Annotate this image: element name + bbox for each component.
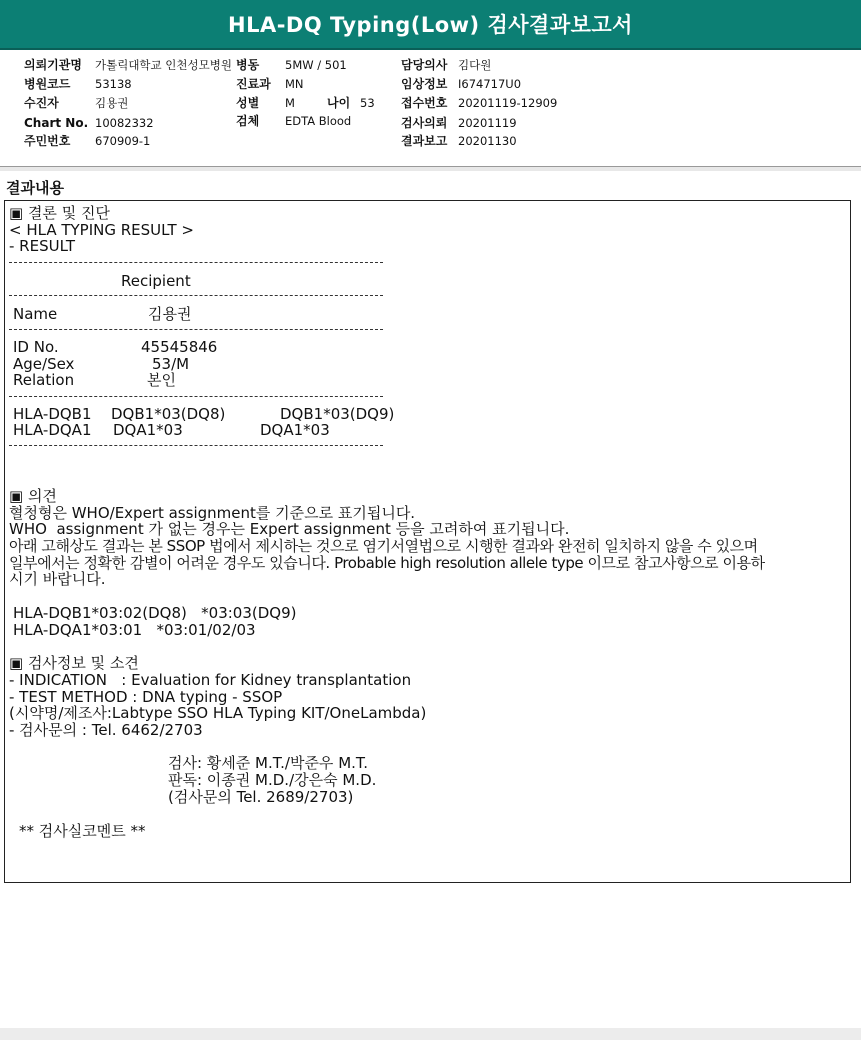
- ward-value: 5MW / 501: [285, 58, 347, 72]
- specimen-label: 검체: [236, 114, 260, 128]
- separator-band: [0, 167, 861, 171]
- divider: [9, 445, 383, 446]
- footer-band: [0, 1028, 861, 1040]
- divider: [9, 329, 383, 330]
- highres-dqa1: HLA-DQA1*03:01 *03:01/02/03: [13, 621, 256, 639]
- rrn-label: 주민번호: [24, 134, 71, 148]
- reagent-line: (시약명/제조사:Labtype SSO HLA Typing KIT/OneLambda): [9, 704, 427, 722]
- dqb1-allele-1: DQB1*03(DQ8): [111, 405, 226, 423]
- chart-label: Chart No.: [24, 116, 89, 130]
- name-label: Name: [13, 305, 58, 323]
- dqb1-allele-2: DQB1*03(DQ9): [280, 405, 395, 423]
- receipt-value: 20201119-12909: [458, 96, 558, 110]
- agesex-label: Age/Sex: [13, 355, 75, 373]
- hospital-value: 가톨릭대학교 인천성모병원: [95, 58, 232, 72]
- recipient-label: Recipient: [121, 272, 191, 290]
- request-label: 검사의뢰: [401, 116, 448, 130]
- specimen-value: EDTA Blood: [285, 114, 352, 128]
- patient-info-panel: [0, 50, 861, 167]
- rrn-value: 670909-1: [95, 134, 151, 148]
- highres-dqb1: HLA-DQB1*03:02(DQ8) *03:03(DQ9): [13, 604, 297, 622]
- request-value: 20201119: [458, 116, 517, 130]
- testinfo-header: ▣ 검사정보 및 소견: [9, 654, 139, 672]
- code-value: 53138: [95, 77, 132, 91]
- typing-header: < HLA TYPING RESULT >: [9, 221, 194, 239]
- divider: [9, 295, 383, 296]
- report-title: HLA-DQ Typing(Low) 검사결과보고서: [0, 0, 861, 50]
- opinion-line: 아래 고해상도 결과는 본 SSOP 법에서 제시하는 것으로 염기서열법으로 시행한 결과와 완전히 일치하지 않을 수 있으며: [9, 537, 758, 555]
- opinion-line: 시기 바랍니다.: [9, 570, 106, 588]
- tester-line: 검사: 황세준 M.T./박준우 M.T.: [168, 754, 369, 772]
- tester-tel-line: (검사문의 Tel. 2689/2703): [168, 788, 354, 806]
- dept-value: MN: [285, 77, 304, 91]
- dqa1-allele-2: DQA1*03: [260, 421, 330, 439]
- opinion-header: ▣ 의견: [9, 487, 57, 505]
- divider: [9, 396, 383, 397]
- code-label: 병원코드: [24, 77, 71, 91]
- id-label: ID No.: [13, 338, 59, 356]
- dqb1-locus: HLA-DQB1: [13, 405, 92, 423]
- chart-value: 10082332: [95, 116, 154, 130]
- opinion-line: 혈청형은 WHO/Expert assignment를 기준으로 표기됩니다.: [9, 504, 416, 522]
- agesex-value: 53/M: [152, 355, 190, 373]
- dept-label: 진료과: [236, 77, 271, 91]
- patient-value: 김용권: [95, 96, 129, 110]
- divider: [9, 262, 383, 263]
- opinion-line: 일부에서는 정확한 감별이 어려운 경우도 있습니다. Probable high resolution allele type 이므로 참고사항으로 이용하: [9, 554, 765, 572]
- report-value: 20201130: [458, 134, 517, 148]
- dqa1-locus: HLA-DQA1: [13, 421, 92, 439]
- hospital-label: 의뢰기관명: [24, 58, 82, 72]
- ward-label: 병동: [236, 58, 260, 72]
- lab-comment: ** 검사실코멘트 **: [19, 822, 146, 840]
- patient-label: 수진자: [24, 96, 59, 110]
- name-value: 김용권: [148, 305, 192, 323]
- result-label: - RESULT: [9, 237, 76, 255]
- conclusion-header: ▣ 결론 및 진단: [9, 204, 110, 222]
- clinical-value: I674717U0: [458, 77, 522, 91]
- age-value: 53: [360, 96, 375, 110]
- inquiry-line: - 검사문의 : Tel. 6462/2703: [9, 721, 203, 739]
- result-box: [4, 200, 851, 883]
- doctor-value: 김다원: [458, 58, 492, 72]
- opinion-line: WHO assignment 가 없는 경우는 Expert assignment 등을 고려하여 표기됩니다.: [9, 520, 570, 538]
- doctor-label: 담당의사: [401, 58, 448, 72]
- section-title: 결과내용: [6, 179, 64, 197]
- clinical-label: 임상정보: [401, 77, 448, 91]
- age-label: 나이: [327, 96, 351, 110]
- method-line: - TEST METHOD : DNA typing - SSOP: [9, 688, 283, 706]
- indication-line: - INDICATION : Evaluation for Kidney transplantation: [9, 671, 412, 689]
- relation-value: 본인: [147, 371, 176, 389]
- dqa1-allele-1: DQA1*03: [113, 421, 183, 439]
- sex-label: 성별: [236, 96, 260, 110]
- receipt-label: 접수번호: [401, 96, 448, 110]
- sex-value: M: [285, 96, 295, 110]
- reader-line: 판독: 이종권 M.D./강은숙 M.D.: [168, 771, 377, 789]
- report-label: 결과보고: [401, 134, 448, 148]
- relation-label: Relation: [13, 371, 75, 389]
- id-value: 45545846: [141, 338, 218, 356]
